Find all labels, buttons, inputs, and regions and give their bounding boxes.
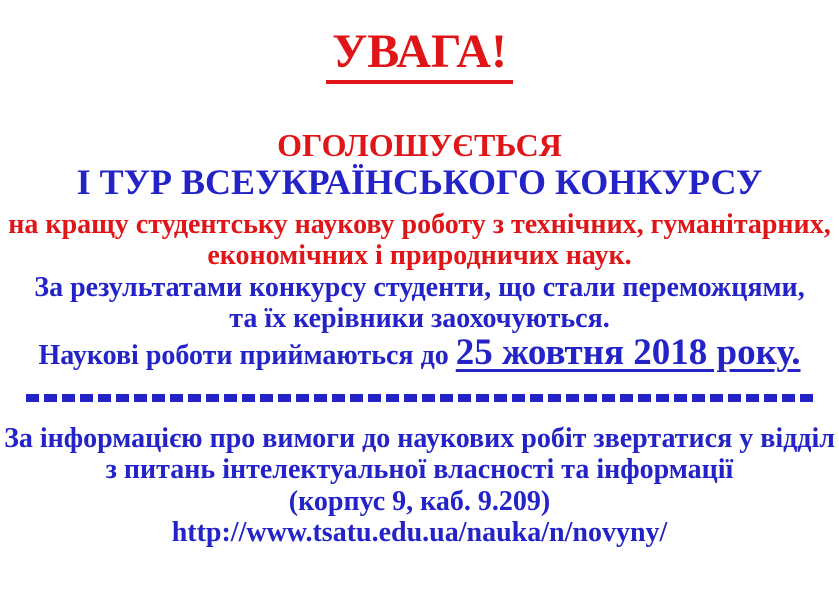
deadline-line [0, 331, 839, 374]
results-line-1: За результатами конкурсу студенти, що стали переможцями, [34, 272, 805, 303]
contest-subject-line-1: на кращу студентську наукову роботу з технічних, гуманітарних, [8, 209, 831, 240]
attention-heading-text: УВАГА! [326, 27, 513, 84]
results-line-2: та їх керівники заохочуються. [229, 303, 610, 334]
dashed-divider [26, 394, 813, 402]
contact-info-line-1: За інформацією про вимоги до наукових робіт звертатися у відділ [4, 423, 835, 454]
contact-info-line-2: з питань інтелектуальної власності та інформації [105, 454, 734, 485]
announcement-line-1: ОГОЛОШУЄТЬСЯ [277, 127, 562, 163]
contest-subject-line-2: економічних і природничих наук. [207, 240, 632, 271]
attention-heading [0, 24, 839, 84]
contact-location: (корпус 9, каб. 9.209) [288, 486, 551, 517]
deadline-date: 25 жовтня 2018 року. [455, 332, 801, 373]
website-url: http://www.tsatu.edu.ua/nauka/n/novyny/ [171, 517, 668, 548]
deadline-prefix: Наукові роботи приймаються до [38, 340, 456, 371]
announcement-line-2: І ТУР ВСЕУКРАЇНСЬКОГО КОНКУРСУ [76, 162, 763, 202]
